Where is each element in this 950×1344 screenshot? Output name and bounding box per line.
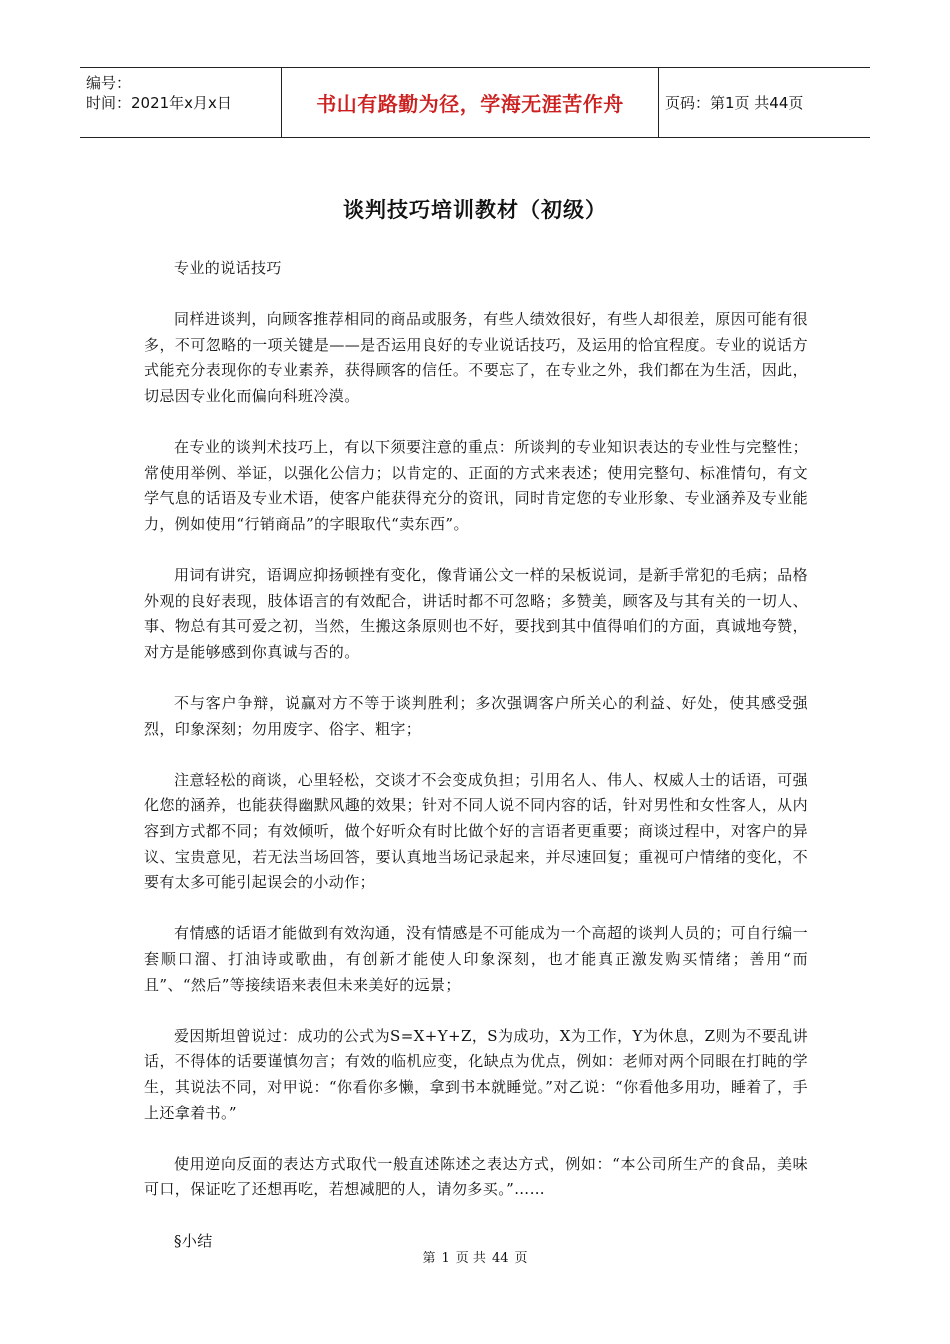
header-meta [80,68,281,137]
body-paragraph: 爱因斯坦曾说过：成功的公式为S=X+Y+Z，S为成功，X为工作，Y为休息，Z则为不要乱讲话，不得体的话要谨慎勿言；有效的临机应变，化缺点为优点，例如：老师对两个同眼在打盹的学生，其说法不同，对甲说：“你看你多懒，拿到书本就睡觉。”对乙说：“你看他多用功，睡着了，手上还拿着书。” [144,1026,808,1122]
document-time-label: 时间：2021年x月x日 [86,94,232,112]
document-number-label: 编号： [86,74,132,92]
section-heading-summary: §小结 [174,1231,213,1250]
document-body [144,256,808,1254]
page-header [80,67,870,138]
header-page-info-cell [659,68,870,137]
header-motto: 书山有路勤为径，学海无涯苦作舟 [316,92,624,116]
body-paragraph: 用词有讲究，语调应抑扬顿挫有变化，像背诵公文一样的呆板说词，是新手常犯的毛病；品格外观的良好表现，肢体语言的有效配合，讲话时都不可忽略；多赞美，顾客及与其有关的一切人、事、物总有其可爱之初，当然，生搬这条原则也不好，要找到其中值得咱们的方面，真诚地夸赞，对方是能够感到你真诚与否的。 [144,566,808,661]
footer-prefix: 第 [422,1251,436,1266]
body-paragraph: 同样进谈判，向顾客推荐相同的商品或服务，有些人绩效很好，有些人却很差，原因可能有很多，不可忽略的一项关键是——是否运用良好的专业说话技巧，及运用的恰宜程度。专业的说话方式能充分表现你的专业素养，获得顾客的信任。不要忘了，在专业之外，我们都在为生活，因此，切忌因专业化而偏向科班冷漠。 [144,310,808,405]
header-motto-cell [281,68,659,137]
header-page-info: 页码：第1页 共44页 [665,94,804,112]
body-paragraph: 不与客户争辩，说赢对方不等于谈判胜利；多次强调客户所关心的利益、好处，使其感受强烈，印象深刻；勿用废字、俗字、粗字； [144,694,808,738]
body-paragraph: 有情感的话语才能做到有效沟通，没有情感是不可能成为一个高超的谈判人员的；可自行编一套顺口溜、打油诗或歌曲，有创新才能使人印象深刻，也才能真正激发购买情绪；善用“而且”、“然后”等接续语来表但未来美好的远景； [144,924,808,994]
body-paragraph: 在专业的谈判术技巧上，有以下须要注意的重点：所谈判的专业知识表达的专业性与完整性；常使用举例、举证，以强化公信力；以肯定的、正面的方式来表述；使用完整句、标准情句，有文学气息的话语及专业术语，使客户能获得充分的资讯，同时肯定您的专业形象、专业涵养及专业能力，例如使用“行销商品”的字眼取代“卖东西”。 [144,438,808,533]
footer-middle: 页 共 [455,1251,486,1266]
body-paragraph: 注意轻松的商谈，心里轻松，交谈才不会变成负担；引用名人、伟人、权威人士的话语，可强化您的涵养，也能获得幽默风趣的效果；针对不同人说不同内容的话，针对男性和女性客人，从内容到方式都不同；有效倾听，做个好听众有时比做个好的言语者更重要；商谈过程中，对客户的异议、宝贵意见，若无法当场回答，要认真地当场记录起来，并尽速回复；重视可户情绪的变化，不要有太多可能引起误会的小动作； [144,770,808,892]
page-footer [0,1247,950,1266]
footer-suffix: 页 [514,1251,528,1266]
body-paragraph: 使用逆向反面的表达方式取代一般直述陈述之表达方式，例如：“本公司所生产的食品，美味可口，保证吃了还想再吃，若想减肥的人，请勿多买。”…… [144,1154,808,1199]
section-subtitle: 专业的说话技巧 [174,259,282,277]
footer-page-number: 1 [441,1251,450,1266]
document-title: 谈判技巧培训教材（初级） [343,198,607,222]
footer-total-pages: 44 [491,1251,509,1266]
